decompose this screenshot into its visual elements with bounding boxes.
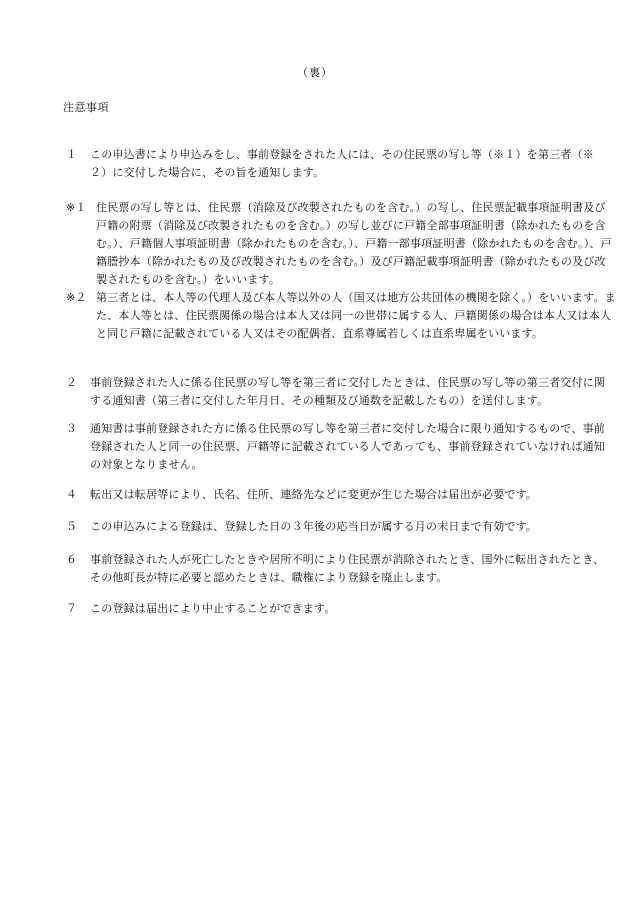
notice-item-2	[66, 374, 610, 410]
note-label: ※２	[66, 291, 87, 304]
item-number: ２	[66, 376, 78, 389]
notice-item-4	[66, 486, 610, 504]
item-number: ３	[66, 422, 78, 435]
note-2	[66, 289, 616, 343]
item-number: ５	[66, 520, 78, 533]
item-number: １	[66, 148, 78, 161]
item-text: 事前登録された人に係る住民票の写し等を第三者に交付したときは、住民票の写し等の第三者交付に関する通知書（第三者に交付した年月日、その種類及び通数を記載したもの）を送付します。	[90, 376, 606, 407]
notice-item-1	[66, 146, 606, 182]
item-number: ６	[66, 553, 78, 566]
notice-item-5	[66, 518, 610, 536]
item-text: 転出又は転居等により、氏名、住所、連絡先などに変更が生じた場合は届出が必要です。	[90, 488, 538, 501]
page-header: （裏）	[297, 66, 333, 79]
item-number: ７	[66, 602, 78, 615]
item-text: この申込書により申込みをし、事前登録をされた人には、その住民票の写し等（※１）を第三者（※２）に交付した場合に、その旨を通知します。	[90, 148, 594, 179]
item-text: この登録は届出により中止することができます。	[90, 602, 336, 615]
note-1	[66, 199, 616, 289]
notice-item-7	[66, 600, 610, 618]
note-label: ※１	[66, 201, 87, 214]
item-number: ４	[66, 488, 78, 501]
item-text: この申込みによる登録は、登録した日の３年後の応当日が属する月の末日まで有効です。	[90, 520, 538, 533]
notice-item-3	[66, 420, 610, 474]
section-title: 注意事項	[63, 101, 109, 114]
item-text: 事前登録された人が死亡したときや居所不明により住民票が消除されたとき、国外に転出されたとき、その他町長が特に必要と認めたときは、職権により登録を廃止します。	[90, 553, 605, 584]
item-text: 通知書は事前登録された方に係る住民票の写し等を第三者に交付した場合に限り通知するもので、事前登録された人と同一の住民票、戸籍等に記載されている人であっても、事前登録されていなければ通知の対象となりません。	[90, 422, 606, 471]
note-text: 住民票の写し等とは、住民票（消除及び改製されたものを含む。）の写し、住民票記載事項証明書及び戸籍の附票（消除及び改製されたものを含む。）の写し並びに戸籍全部事項証明書（除かれたものを含む。）、戸籍個人事項証明書（除かれたものを含む。）、戸籍一部事項証明書（除かれたものを含む。）、戸籍謄抄本（除かれたもの及び改製されたものを含む。）及び戸籍記載事項証明書（除かれたもの及び改製されたものを含む。）をいいます。	[96, 201, 612, 286]
notice-item-6	[66, 551, 610, 587]
note-text: 第三者とは、本人等の代理人及び本人等以外の人（国又は地方公共団体の機関を除く。）をいいます。また、本人等とは、住民票関係の場合は本人又は同一の世帯に属する人、戸籍関係の場合は本人又は本人と同じ戸籍に記載されている人又はその配偶者、直系尊属若しくは直系卑属をいいます。	[96, 291, 616, 340]
